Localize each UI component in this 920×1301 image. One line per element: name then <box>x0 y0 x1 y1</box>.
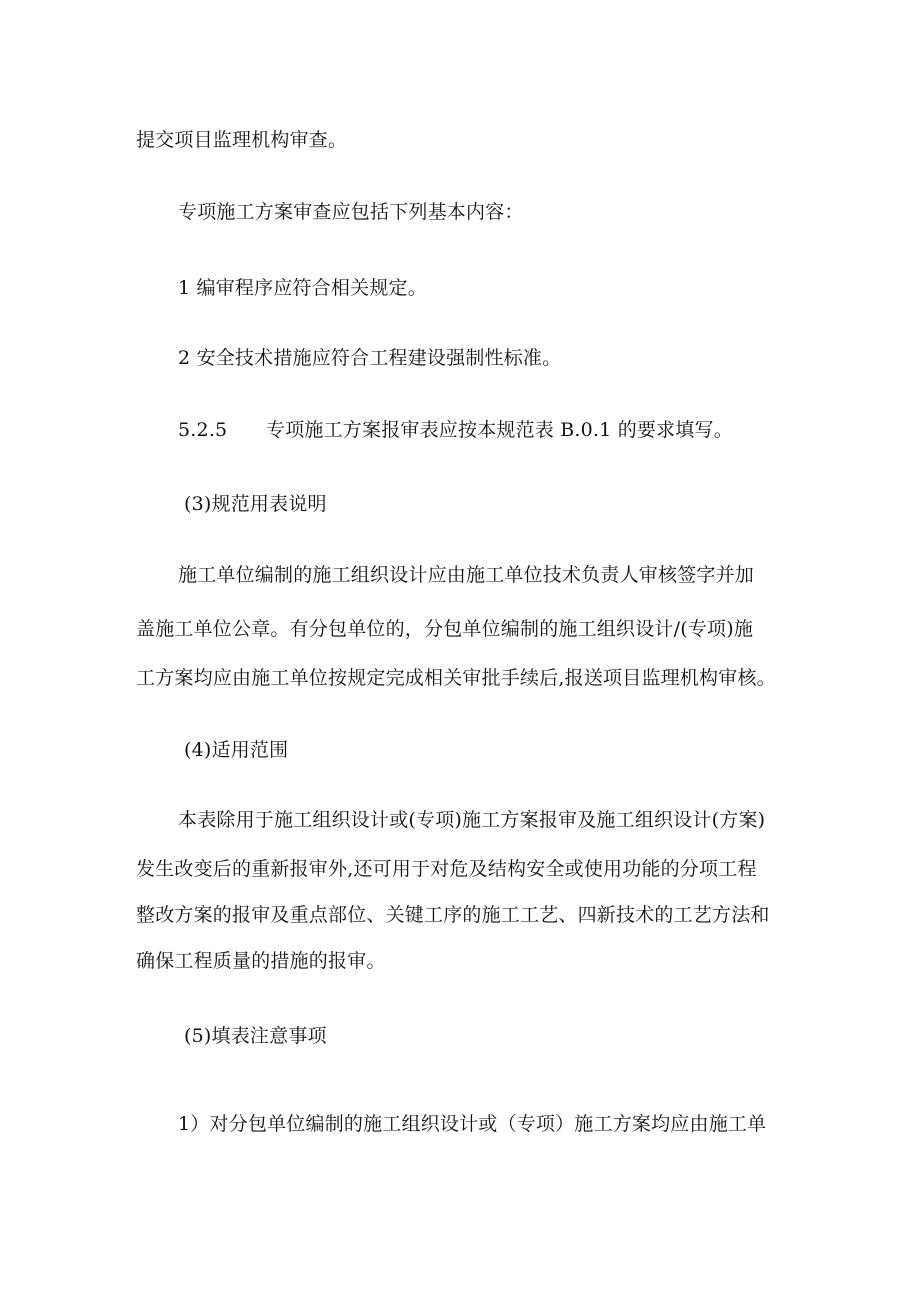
paragraph-line: 施工单位编制的施工组织设计应由施工单位技术负责人审核签字并加 <box>178 564 755 586</box>
paragraph-line: 专项施工方案审查应包括下列基本内容： <box>178 201 524 223</box>
section-heading: (3)规范用表说明 <box>184 493 327 515</box>
clause-text: 专项施工方案报审表应按本规范表 B.0.1 的要求填写。 <box>266 419 733 441</box>
section-heading: (5)填表注意事项 <box>184 1025 327 1047</box>
paragraph-line: 发生改变后的重新报审外,还可用于对危及结构安全或使用功能的分项工程 <box>136 858 757 880</box>
list-item: 2 安全技术措施应符合工程建设强制性标准。 <box>178 347 562 369</box>
paragraph-line: 整改方案的报审及重点部位、关键工序的施工工艺、四新技术的工艺方法和 <box>136 904 770 926</box>
list-item: 1 编审程序应符合相关规定。 <box>178 277 427 299</box>
paragraph-line: 确保工程质量的措施的报审。 <box>136 950 386 972</box>
paragraph-line: 本表除用于施工组织设计或(专项)施工方案报审及施工组织设计(方案) <box>178 809 766 831</box>
clause-number: 5.2.5 <box>178 419 228 441</box>
list-item: 1）对分包单位编制的施工组织设计或（专项）施工方案均应由施工单 <box>178 1113 767 1135</box>
paragraph-line: 提交项目监理机构审查。 <box>136 129 348 151</box>
section-heading: (4)适用范围 <box>184 739 289 761</box>
paragraph-line: 盖施工单位公章。有分包单位的，分包单位编制的施工组织设计/(专项)施 <box>136 618 754 640</box>
paragraph-line: 工方案均应由施工单位按规定完成相关审批手续后,报送项目监理机构审核。 <box>136 667 776 689</box>
